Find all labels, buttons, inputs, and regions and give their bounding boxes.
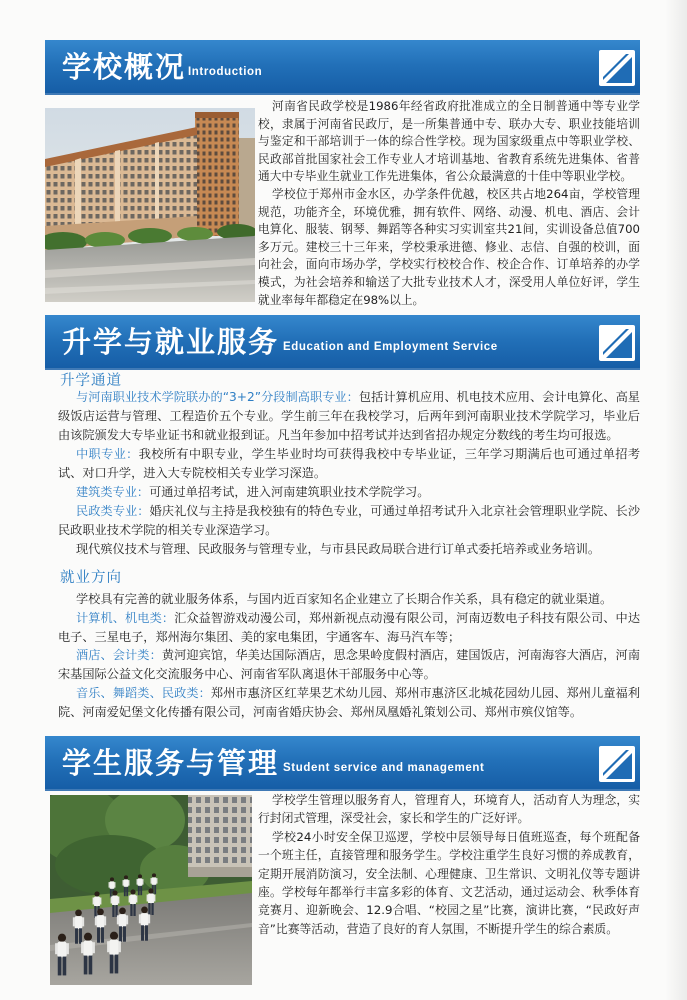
item-text: 黄河迎宾馆，华美达国际酒店，思念果岭度假村酒店，建国饭店，河南海容大酒店，河南宋基国际公益文化交流服务中心、河南省军队离退休干部服务中心等。 [58,648,641,682]
employment-intro: 学校具有完善的就业服务体系，与国内近百家知名企业建立了长期合作关系，具有稳定的就业渠道。 [76,592,613,606]
photo-building [188,795,252,877]
further-study-heading: 升学通道 [60,373,122,389]
item-text: 包括计算机应用、机电技术应用、会计电算化、高星级饭店运营与管理、工程造价五个专业。学生前三年在我校学习，后两年到河南职业技术学院学习，毕业后由该院颁发大专毕业证书和就业报到证。凡当年参加中招考试并达到省招办规定分数线的考生均可报选。 [58,390,640,442]
item-label: 中职专业： [76,447,139,461]
item-text: 现代殡仪技术与管理、民政服务与管理专业，与市县民政局联合进行订单式委托培养或业务培训。 [76,542,601,556]
item-label: 计算机、机电类： [76,610,175,625]
list-item [58,483,640,502]
section-subtitle-education-employment: Education and Employment Service [283,341,498,353]
section-title-education-employment: 升学与就业服务 [62,325,280,359]
section-title-student-services: 学生服务与管理 [62,746,280,780]
student-services-text [258,791,640,938]
page-corner-icon [599,50,635,86]
item-text: 我校所有中职专业，学生毕业时均可获得我校中专毕业证，三年学习期满后也可通过单招考试、对口升学，进入大专院校相关专业学习深造。 [58,447,641,480]
list-item [58,502,640,540]
employment-heading: 就业方向 [60,570,122,586]
list-item [58,445,640,483]
list-item [58,684,640,722]
employment-list [58,590,640,722]
list-item [58,646,640,684]
education-employment-banner [45,315,640,370]
student-services-banner [45,736,640,791]
item-label: 酒店、会计类： [76,648,162,663]
item-text: 可通过单招考试，进入河南建筑职业技术学院学习。 [149,485,430,499]
introduction-text [258,98,640,309]
section-subtitle-student-services: Student service and management [283,762,485,774]
list-item [58,609,640,647]
item-label: 建筑类专业： [76,485,150,499]
item-label: 音乐、舞蹈类、民政类： [76,685,211,700]
page-edge-shadow [665,0,687,1000]
item-text: 婚庆礼仪与主持是我校独有的特色专业，可通过单招考试升入北京社会管理职业学院、长沙民政职业技术学院的相关专业深造学习。 [58,504,641,537]
item-text: 郑州市惠济区红苹果艺术幼儿园、郑州市惠济区北城花园幼儿园、郑州儿童福利院、河南爱妃堡文化传播有限公司，河南省婚庆协会、郑州凤凰婚礼策划公司、郑州市殡仪馆等。 [58,685,641,719]
student-services-paragraph: 学校学生管理以服务育人，管理育人，环境育人，活动育人为理念，实行封闭式管理，深受社会，家长和学生的广泛好评。 [258,793,640,826]
introduction-paragraph: 学校位于郑州市金水区，办学条件优越，校区共占地264亩，学校管理规范，功能齐全，环境优雅，拥有软件、网络、动漫、机电、酒店、会计电算化、服装、钢琴、舞蹈等各种实习实训室共21间，实训设备总值700多万元。建校三十三年来，学校秉承进德、修业、志信、自强的校训，面向社会，面向市场办学，学校实行校校合作、校企合作、订单培养的办学模式，为社会培养和输送了大批专业技术人才，深受用人单位好评，学生就业率每年都稳定在98%以上。 [258,186,640,307]
list-item [58,540,640,559]
further-study-list [58,388,640,559]
student-services-paragraph: 学校24小时安全保卫巡逻，学校中层领导每日值班巡查，每个班配备一个班主任，直接管理和服务学生。学校注重学生良好习惯的养成教育，定期开展消防演习，安全法制、心理健康、卫生常识、文明礼仪等专题讲座。学校每年都举行丰富多彩的体育、文艺活动，通过运动会、秋季体育竞赛月、迎新晚会、12.9合唱、“校园之星”比赛，演讲比赛，“民政好声音”比赛等活动，营造了良好的育人氛围，不断提升学生的综合素质。 [258,829,640,936]
item-label: 与河南职业技术学院联办的“3+2”分段制高职专业： [76,390,359,404]
page-corner-icon [599,325,635,361]
section-title-introduction: 学校概况 [62,50,187,84]
introduction-banner [45,40,640,95]
school-building-photo [45,108,255,302]
students-marching-photo [50,795,252,985]
item-text: 汇众益智游戏动漫公司，郑州新视点动漫有限公司，河南迈数电子科技有限公司、中达电子、三星电子，郑州海尔集团、美的家电集团，宇通客车、海马汽车等； [58,610,641,644]
list-item [58,388,640,445]
page-corner-icon [599,746,635,782]
introduction-paragraph: 河南省民政学校是1986年经省政府批准成立的全日制普通中等专业学校，隶属于河南省民政厅，是一所集普通中专、联办大专、职业技能培训与鉴定和干部培训于一体的综合性学校。现为国家级重点中等职业学校、民政部首批国家社会工作专业人才培训基地、省教育系统先进集体、省普通大中专毕业生就业工作先进集体，省公众最满意的十佳中等职业学校。 [258,99,640,184]
section-subtitle-introduction: Introduction [188,66,263,78]
item-label: 民政类专业： [76,504,150,518]
